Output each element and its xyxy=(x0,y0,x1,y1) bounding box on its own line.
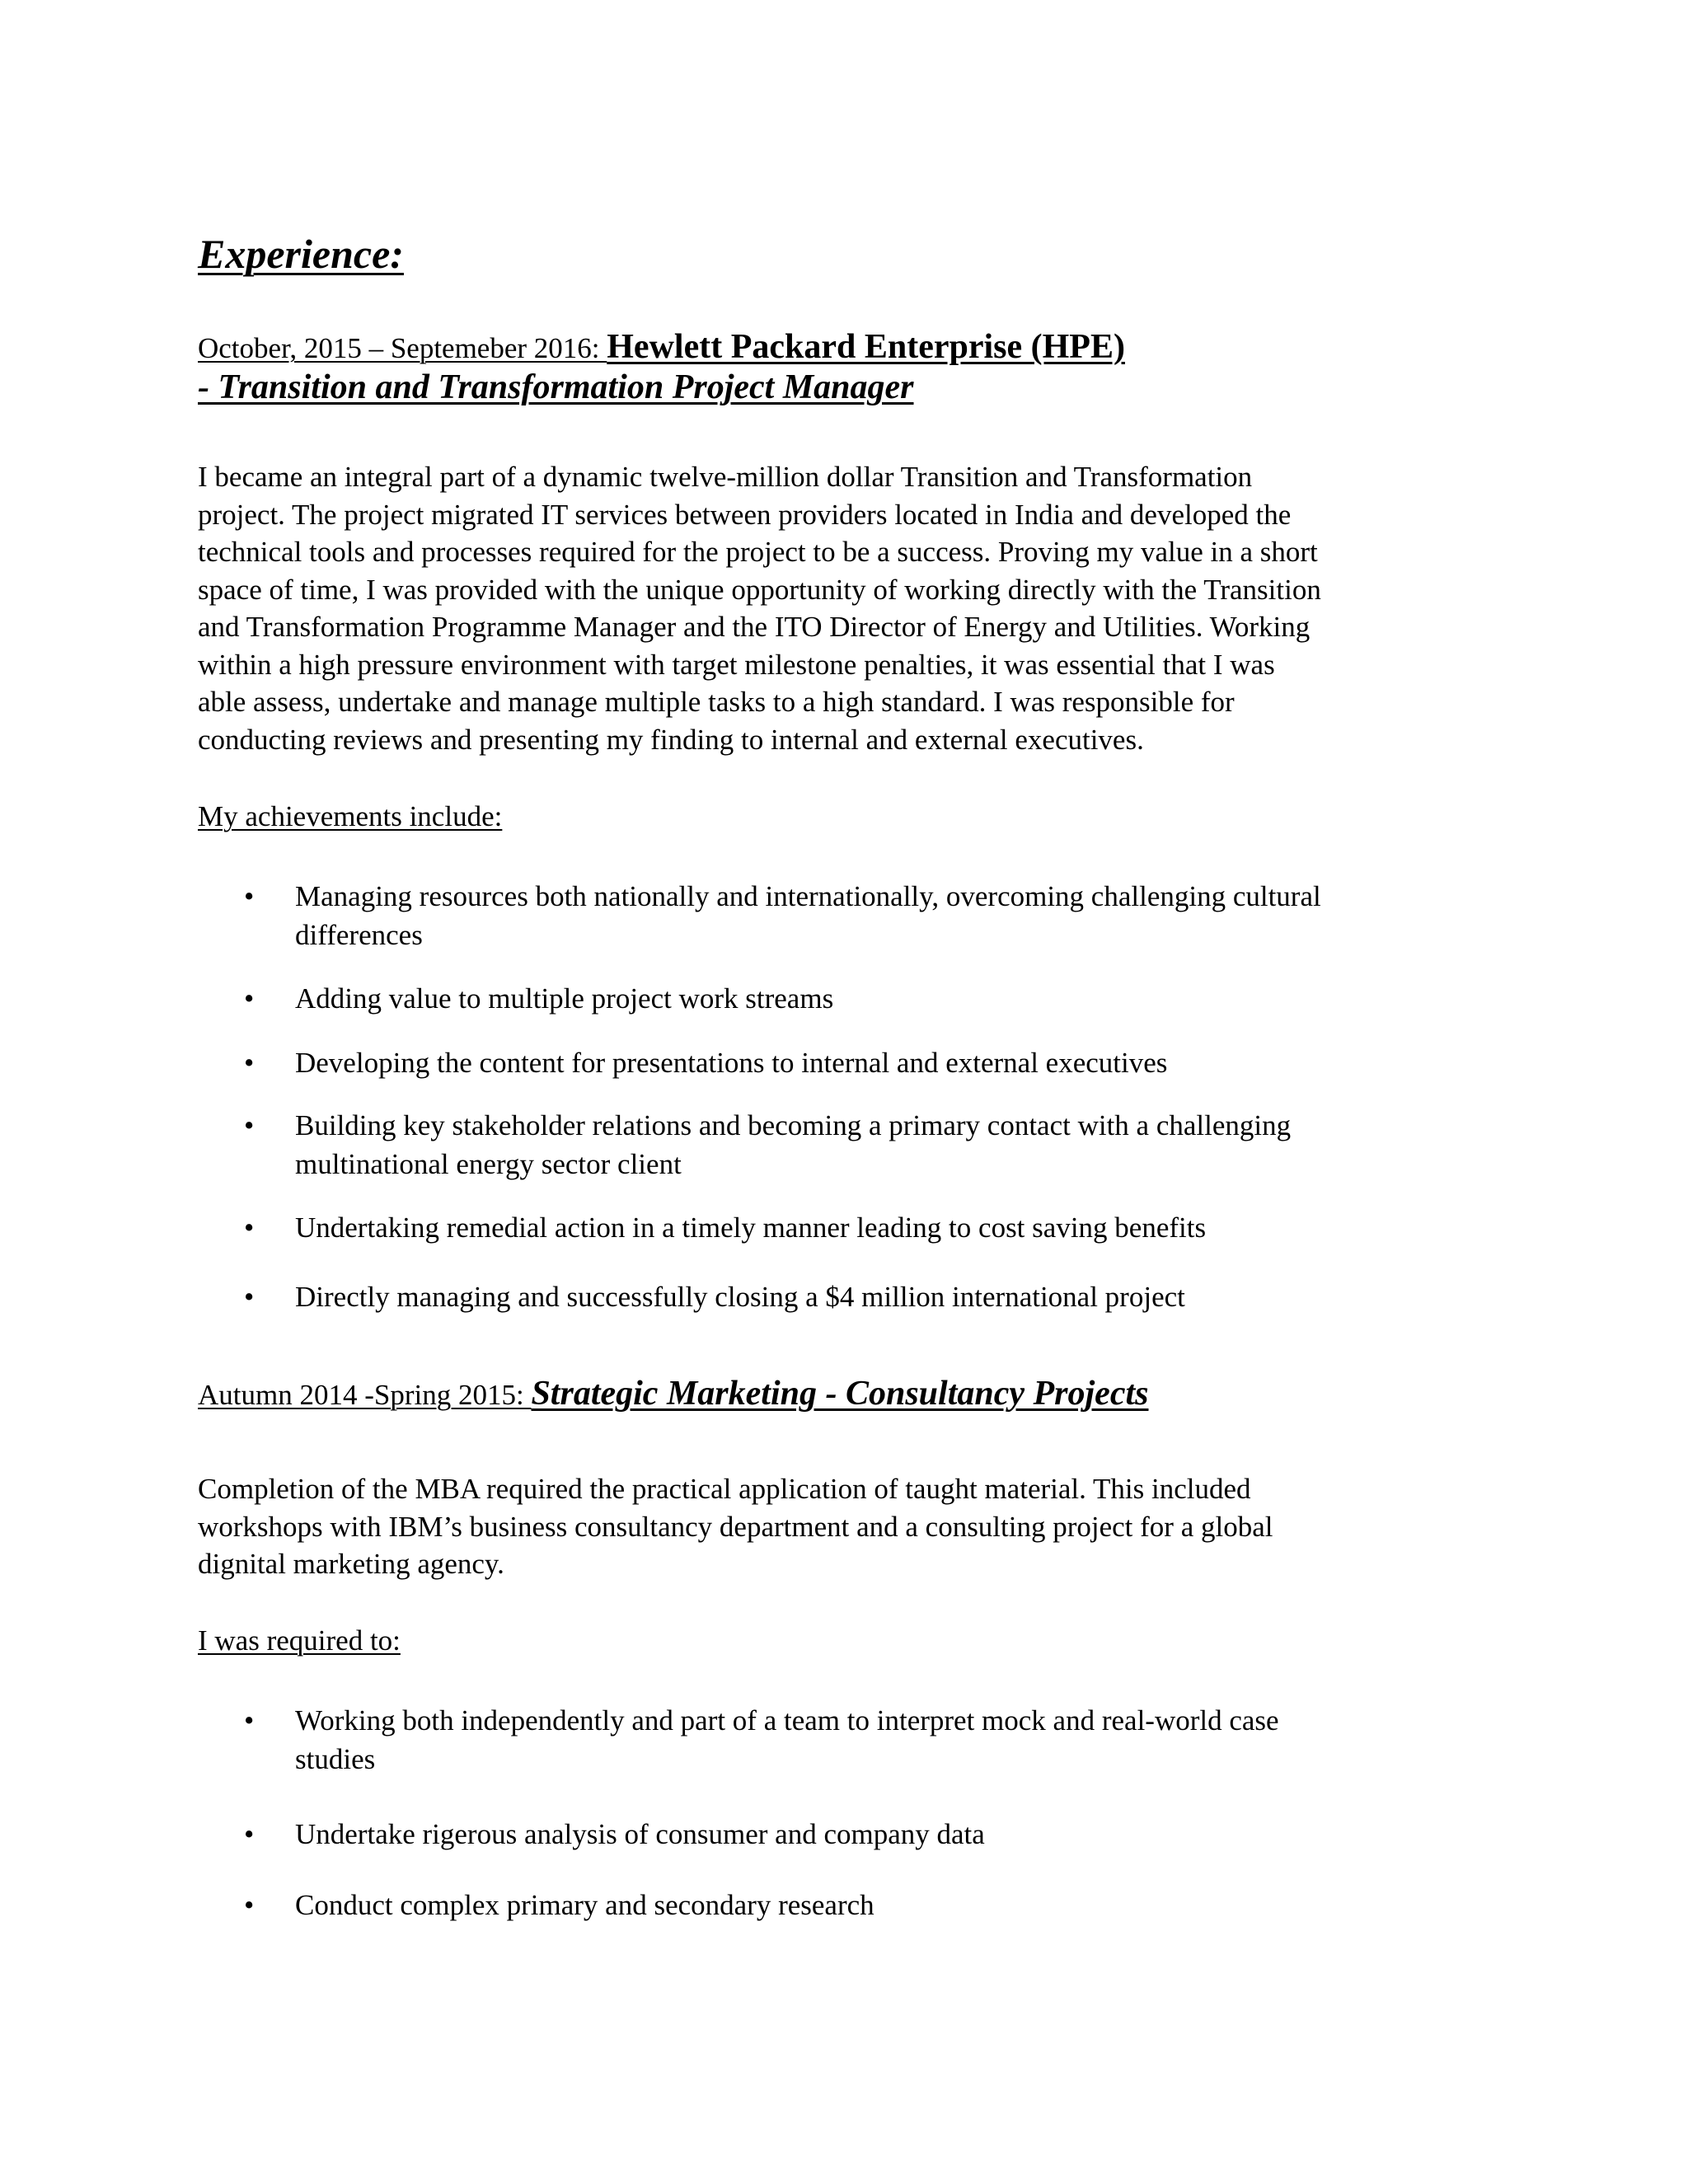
job-2-requirements-label: I was required to: xyxy=(198,1624,401,1657)
bullet-icon: • xyxy=(244,1818,255,1850)
bullet-text: Developing the content for presentations to internal and external executives xyxy=(295,1047,1168,1079)
job-1-role: - Transition and Transformation Project Manager xyxy=(198,368,914,406)
job-1-achievements-label: My achievements include: xyxy=(198,800,503,832)
job-1-title-line xyxy=(198,328,1125,366)
bullet-icon: • xyxy=(244,880,255,912)
job-2-title-line xyxy=(198,1375,1148,1413)
bullet-icon: • xyxy=(244,1109,255,1141)
bullet-text: Undertake rigerous analysis of consumer and company data xyxy=(295,1818,985,1850)
bullet-text: Adding value to multiple project work streams xyxy=(295,982,834,1015)
bullet-icon: • xyxy=(244,1212,255,1244)
bullet-text: Working both independently and part of a team to interpret mock and real-world case studies xyxy=(295,1704,1279,1775)
job-1-description: I became an integral part of a dynamic twelve-million dollar Transition and Transformation project. The project migrated IT services between providers located in India and developed the technical tools and processes required for the project to be a success. Proving my value in a short space of time, I was provided with the unique opportunity of working directly with the Transition and Transformation Programme Manager and the ITO Director of Energy and Utilities. Working within a high pressure environment with target milestone penalties, it was essential that I was able assess, undertake and manage multiple tasks to a high standard. I was responsible for conducting reviews and presenting my finding to internal and external executives. xyxy=(198,461,1321,756)
job-1-role-line xyxy=(198,368,914,406)
bullet-text: Building key stakeholder relations and becoming a primary contact with a challenging multinational energy sector client xyxy=(295,1109,1292,1180)
bullet-text: Undertaking remedial action in a timely manner leading to cost saving benefits xyxy=(295,1212,1207,1244)
experience-heading: Experience: xyxy=(198,231,404,277)
bullet-icon: • xyxy=(244,1889,255,1921)
job-1-dates: October, 2015 – Septemeber 2016: xyxy=(198,332,607,364)
bullet-text: Conduct complex primary and secondary research xyxy=(295,1889,874,1921)
job-2-dates: Autumn 2014 -Spring 2015: xyxy=(198,1379,532,1411)
job-2-role: Strategic Marketing - Consultancy Projects xyxy=(531,1375,1149,1413)
bullet-text: Directly managing and successfully closing a $4 million international project xyxy=(295,1281,1185,1313)
bullet-text: Managing resources both nationally and internationally, overcoming challenging cultural differences xyxy=(295,880,1321,951)
job-2-description: Completion of the MBA required the practical application of taught material. This included workshops with IBM’s business consultancy department and a consulting project for a global dignital marketing agency. xyxy=(198,1473,1273,1580)
bullet-icon: • xyxy=(244,982,255,1015)
job-1-employer: Hewlett Packard Enterprise (HPE) xyxy=(607,328,1125,366)
bullet-icon: • xyxy=(244,1704,255,1736)
bullet-icon: • xyxy=(244,1047,255,1079)
bullet-icon: • xyxy=(244,1281,255,1313)
